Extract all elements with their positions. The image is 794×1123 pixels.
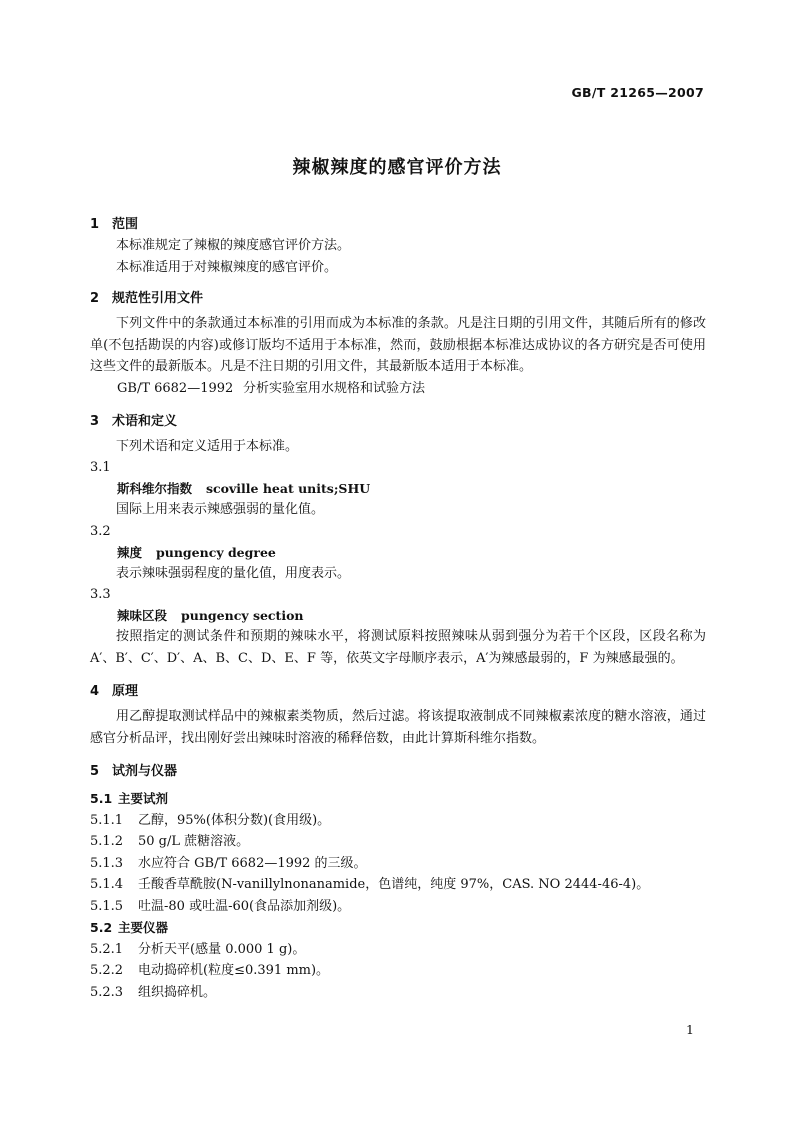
list-item [90, 939, 706, 961]
subsection-5-1-heading [90, 788, 706, 810]
term-cn: 斯科维尔指数 [117, 481, 193, 496]
item-number: 5.1.4 [90, 877, 124, 892]
subsection-title: 主要仪器 [118, 920, 169, 935]
reference-title: 分析实验室用水规格和试验方法 [243, 380, 426, 396]
item-number: 5.1.5 [90, 898, 124, 914]
list-item [90, 960, 706, 982]
item-number: 5.2.1 [90, 941, 124, 957]
document-title: 辣椒辣度的感官评价方法 [292, 157, 502, 178]
paragraph: 本标准适用于对辣椒辣度的感官评价。 [116, 259, 338, 275]
item-number: 5.1.3 [90, 855, 124, 871]
item-number: 5.1.1 [90, 812, 124, 828]
section-title: 范围 [112, 217, 139, 232]
paragraph: 下列文件中的条款通过本标准的引用而成为本标准的条款。凡是注日期的引用文件，其随后所有的修改单(不包括勘误的内容)或修订版均不适用于本标准，然而，鼓励根据本标准达成协议的各方研究是否可使用这些文件的最新版本。凡是不注日期的引用文件，其最新版本适用于本标准。 [90, 316, 706, 374]
list-item [90, 982, 706, 1004]
list-item [90, 831, 706, 853]
term-en: pungency section [181, 608, 304, 623]
list-item [90, 896, 706, 918]
paragraph: 用乙醇提取测试样品中的辣椒素类物质，然后过滤。将该提取液制成不同辣椒素浓度的糖水溶液，通过感官分析品评，找出刚好尝出辣味时溶液的稀释倍数，由此计算斯科维尔指数。 [90, 709, 706, 746]
term-entry [90, 542, 706, 563]
term-entry [90, 605, 706, 626]
term-definition: 国际上用来表示辣感强弱的量化值。 [116, 502, 325, 517]
subsection-number: 5.1 [90, 791, 113, 806]
subsection-5-2-heading [90, 917, 706, 939]
section-number: 3 [90, 413, 100, 429]
term-entry [90, 478, 706, 499]
term-en: scoville heat units;SHU [206, 481, 371, 496]
item-text: 吐温-80 或吐温-60(食品添加剂级)。 [138, 898, 351, 914]
section-number: 2 [90, 291, 100, 306]
item-text: 50 g/L 蔗糖溶液。 [138, 834, 250, 849]
section-5-heading [90, 761, 706, 782]
section-number: 4 [90, 684, 100, 699]
term-cn: 辣味区段 [117, 608, 168, 623]
reference-code: GB/T 6682—1992 [117, 380, 234, 396]
standard-number: GB/T 21265—2007 [571, 85, 704, 100]
term-definition: 表示辣味强弱程度的量化值，用度表示。 [116, 565, 351, 581]
section-2-heading [90, 288, 706, 309]
item-number: 5.2.3 [90, 984, 124, 1000]
subsection-title: 主要试剂 [118, 791, 169, 806]
term-en: pungency degree [156, 544, 276, 560]
list-item [90, 874, 706, 896]
page-number: 1 [686, 1022, 694, 1037]
section-number: 5 [90, 764, 100, 779]
item-text: 壬酸香草酰胺(N-vanillylnonanamide，色谱纯，纯度 97%，CAS. NO 2444-46-4)。 [138, 877, 650, 892]
section-3-heading [90, 411, 706, 432]
clause-number: 3.3 [90, 587, 111, 602]
section-number: 1 [90, 217, 100, 232]
term-definition: 按照指定的测试条件和预期的辣味水平，将测试原料按照辣味从弱到强分为若干个区段，区段名称为 A′、B′、C′、D′、A、B、C、D、E、F 等，依英文字母顺序表示，A′为辣感最弱的，F 为辣感最强的。 [90, 629, 706, 666]
list-item [90, 853, 706, 875]
section-title: 试剂与仪器 [112, 764, 178, 779]
section-1-heading [90, 214, 706, 235]
normative-reference [90, 378, 706, 399]
item-text: 分析天平(感量 0.000 1 g)。 [138, 941, 306, 957]
item-number: 5.1.2 [90, 834, 124, 849]
term-cn: 辣度 [117, 544, 143, 560]
item-text: 水应符合 GB/T 6682—1992 的三级。 [138, 855, 367, 871]
paragraph: 本标准规定了辣椒的辣度感官评价方法。 [116, 238, 351, 253]
item-text: 组织捣碎机。 [138, 984, 217, 1000]
section-title: 术语和定义 [112, 413, 178, 429]
item-text: 乙醇，95%(体积分数)(食用级)。 [138, 812, 331, 828]
clause-number: 3.2 [90, 523, 111, 539]
list-item [90, 810, 706, 832]
item-number: 5.2.2 [90, 963, 124, 978]
section-title: 规范性引用文件 [112, 291, 204, 306]
subsection-number: 5.2 [90, 920, 113, 935]
document-body [90, 214, 706, 1003]
clause-number: 3.1 [90, 460, 111, 475]
paragraph: 下列术语和定义适用于本标准。 [116, 438, 299, 454]
section-4-heading [90, 681, 706, 702]
section-title: 原理 [112, 684, 139, 699]
item-text: 电动捣碎机(粒度≤0.391 mm)。 [138, 963, 330, 978]
